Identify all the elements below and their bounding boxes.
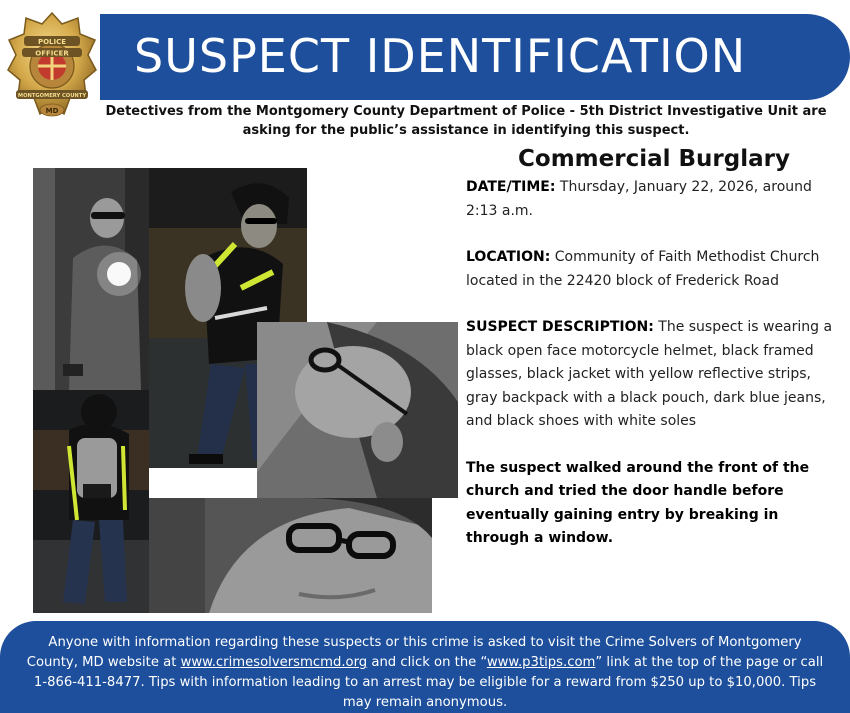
location-section xyxy=(466,246,846,293)
footer-text xyxy=(24,633,826,713)
datetime-section xyxy=(466,176,846,223)
datetime-value: Thursday, January 22, 2026, around 2:13 a.m. xyxy=(466,179,812,219)
footer-banner xyxy=(0,621,850,713)
case-title: Commercial Burglary xyxy=(518,146,790,172)
intro-text xyxy=(96,102,836,140)
location-value: Community of Faith Methodist Church located in the 22420 block of Frederick Road xyxy=(466,249,820,289)
crimesolvers-link[interactable]: www.crimesolversmcmd.org xyxy=(180,655,368,670)
description-value: The suspect is wearing a black open face motorcycle helmet, black framed glasses, black jacket with yellow reflective strips, gray backpack with a black pouch, dark blue jeans, and black shoes with white soles xyxy=(466,319,833,429)
badge-top-text: POLICE xyxy=(37,38,67,46)
photo-suspect-face-closeup xyxy=(257,322,458,498)
location-label: LOCATION: xyxy=(466,249,551,265)
description-label: SUSPECT DESCRIPTION: xyxy=(466,319,654,335)
p3tips-link[interactable]: www.p3tips.com xyxy=(486,655,596,670)
page-title: SUSPECT IDENTIFICATION xyxy=(134,29,747,83)
photo-suspect-backpack xyxy=(33,390,149,613)
badge-middle-text: OFFICER xyxy=(35,49,69,58)
badge-bottom-text: MONTGOMERY COUNTY xyxy=(17,93,87,99)
intro-line-1: Detectives from the Montgomery County Department of Police - 5th District Investigative Unit are xyxy=(105,104,827,119)
incident-summary: The suspect walked around the front of the church and tried the door handle before eventually gaining entry by breaking in through a window. xyxy=(466,459,810,546)
description-section xyxy=(466,316,846,434)
photo-collage xyxy=(33,168,458,613)
police-badge-icon xyxy=(6,10,98,128)
datetime-label: DATE/TIME: xyxy=(466,179,556,195)
footer-text-2: and click on the “ xyxy=(367,655,487,670)
intro-line-2: asking for the public’s assistance in identifying this suspect. xyxy=(242,123,690,138)
photo-suspect-doorway xyxy=(33,168,149,390)
footer-text-3: ” link at the top of the page or call 1-866-411-8477. Tips with information leading to an arrest may be eligible for a reward from $250 up to $10,000. Tips may remain anonymous. xyxy=(33,655,824,710)
badge-state-text: MD xyxy=(45,107,59,115)
title-banner xyxy=(100,14,850,100)
case-details xyxy=(466,144,846,551)
footer-text-1: Anyone with information regarding these suspects or this crime is asked to visit the Crime Solvers of Montgomery County, MD website at xyxy=(26,635,802,670)
photo-suspect-face-glasses xyxy=(149,498,432,613)
